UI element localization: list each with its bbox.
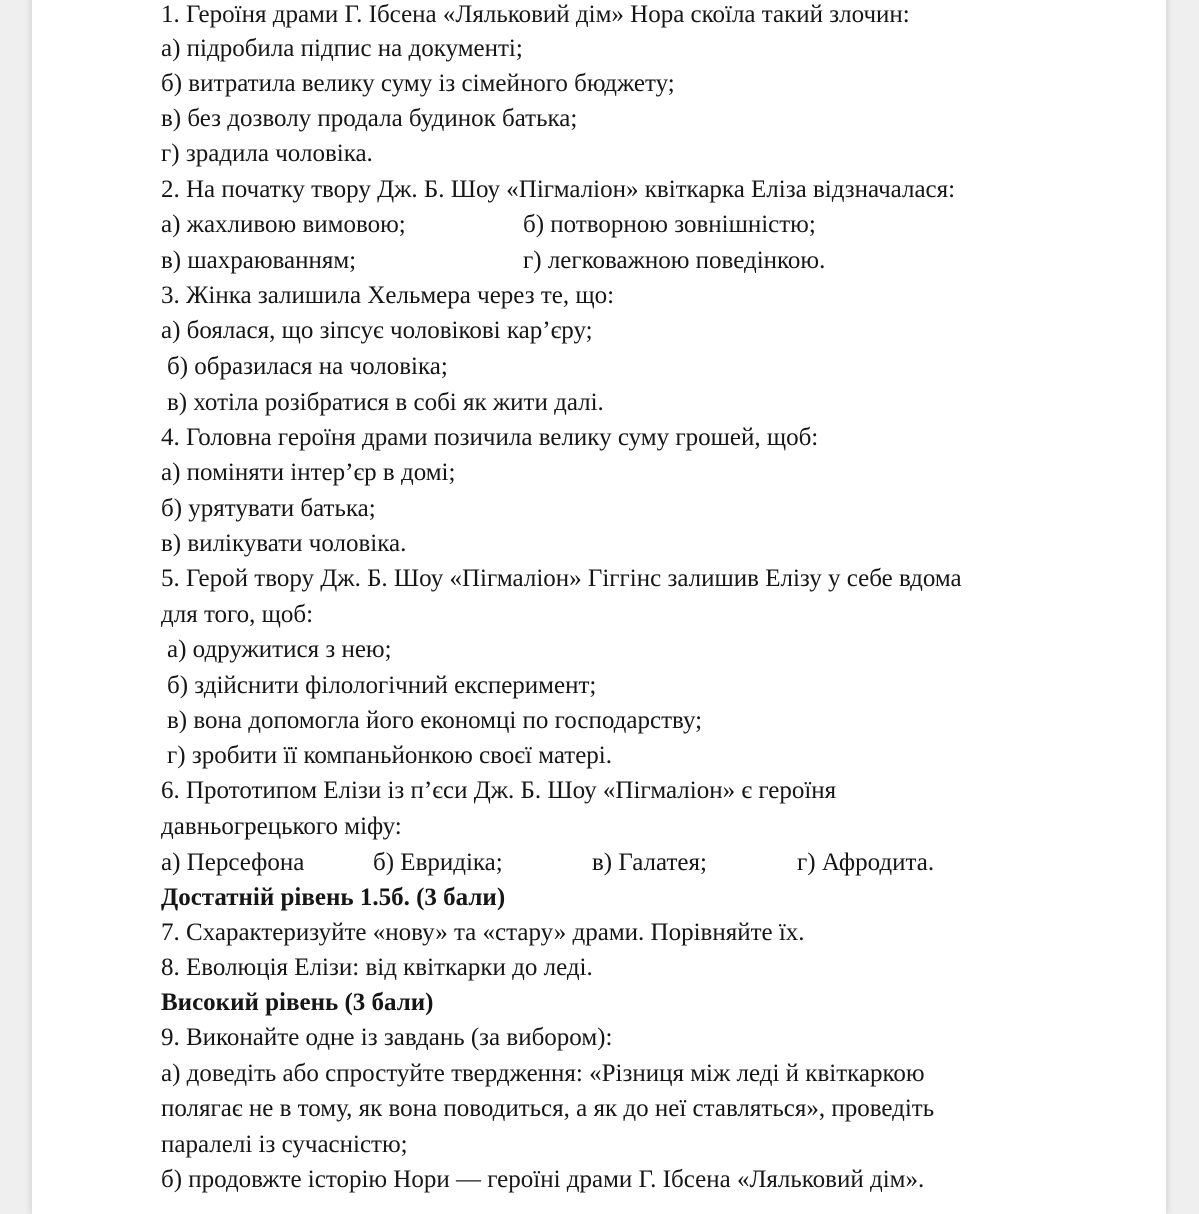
question-8: 8. Еволюція Елізи: від квіткарки до леді. bbox=[161, 954, 593, 981]
question-1-option-a: а) підробила підпис на документі; bbox=[161, 35, 523, 62]
question-4-option-c: в) вилікувати чоловіка. bbox=[161, 530, 407, 557]
question-6-option-b: б) Евридіка; bbox=[373, 849, 503, 876]
question-9-option-a-line-1: а) доведіть або спростуйте твердження: «Різниця між леді й квіткаркою bbox=[161, 1060, 925, 1087]
question-6-line-2: давньогрецького міфу: bbox=[161, 813, 402, 840]
question-3-option-c: в) хотіла розібратися в собі як жити далі. bbox=[167, 389, 604, 416]
question-6-option-d: г) Афродита. bbox=[797, 849, 935, 876]
question-2-option-b: б) потворною зовнішністю; bbox=[523, 211, 816, 238]
question-2: 2. На початку твору Дж. Б. Шоу «Пігмаліон» квіткарка Еліза відзначалася: bbox=[161, 176, 956, 203]
question-3-option-a: а) боялася, що зіпсує чоловікові кар’єру; bbox=[161, 317, 593, 344]
question-3: 3. Жінка залишила Хельмера через те, що: bbox=[161, 282, 615, 309]
question-5-option-d: г) зробити її компаньйонкою своєї матері. bbox=[167, 742, 613, 769]
question-5-line-2: для того, щоб: bbox=[161, 601, 314, 628]
question-1-option-d: г) зрадила чоловіка. bbox=[161, 140, 373, 167]
question-6-option-a: а) Персефона bbox=[161, 849, 305, 876]
question-5-option-a: а) одружитися з нею; bbox=[167, 636, 392, 663]
question-2-options-row-2 bbox=[161, 246, 1121, 276]
question-1: 1. Героїня драми Г. Ібсена «Ляльковий дім» Нора скоїла такий злочин: bbox=[161, 1, 910, 28]
question-4-option-a: а) поміняти інтер’єр в домі; bbox=[161, 459, 456, 486]
question-2-option-d: г) легковажною поведінкою. bbox=[523, 247, 826, 274]
question-6-line-1: 6. Прототипом Елізи із п’єси Дж. Б. Шоу «Пігмаліон» є героїня bbox=[161, 777, 837, 804]
question-7: 7. Схарактеризуйте «нову» та «стару» драми. Порівняйте їх. bbox=[161, 919, 805, 946]
question-6-option-c: в) Галатея; bbox=[592, 849, 707, 876]
question-3-option-b: б) образилася на чоловіка; bbox=[167, 353, 448, 380]
question-5-option-b: б) здійснити філологічний експеримент; bbox=[167, 672, 597, 699]
question-1-option-b: б) витратила велику суму із сімейного бюджету; bbox=[161, 70, 675, 97]
question-9: 9. Виконайте одне із завдань (за вибором): bbox=[161, 1024, 613, 1051]
question-6-options-row bbox=[161, 848, 1121, 878]
question-9-option-a-line-3: паралелі із сучасністю; bbox=[161, 1131, 408, 1158]
question-2-option-a: а) жахливою вимовою; bbox=[161, 211, 406, 238]
question-5-line-1: 5. Герой твору Дж. Б. Шоу «Пігмаліон» Гіггінс залишив Елізу у себе вдома bbox=[161, 565, 962, 592]
question-5-option-c: в) вона допомогла його економці по господарству; bbox=[167, 707, 703, 734]
question-2-options-row-1 bbox=[161, 210, 1121, 240]
question-9-option-b: б) продовжте історію Нори — героїні драми Г. Ібсена «Ляльковий дім». bbox=[161, 1166, 925, 1193]
question-4: 4. Головна героїня драми позичила велику суму грошей, щоб: bbox=[161, 424, 819, 451]
high-level-heading: Високий рівень (3 бали) bbox=[161, 989, 434, 1016]
question-2-option-c: в) шахраюванням; bbox=[161, 247, 357, 274]
question-9-option-a-line-2: полягає не в тому, як вона поводиться, а як до неї ставляться», проведіть bbox=[161, 1095, 935, 1122]
sufficient-level-heading: Достатній рівень 1.5б. (3 бали) bbox=[161, 884, 506, 911]
question-4-option-b: б) урятувати батька; bbox=[161, 495, 376, 522]
question-1-option-c: в) без дозволу продала будинок батька; bbox=[161, 105, 578, 132]
